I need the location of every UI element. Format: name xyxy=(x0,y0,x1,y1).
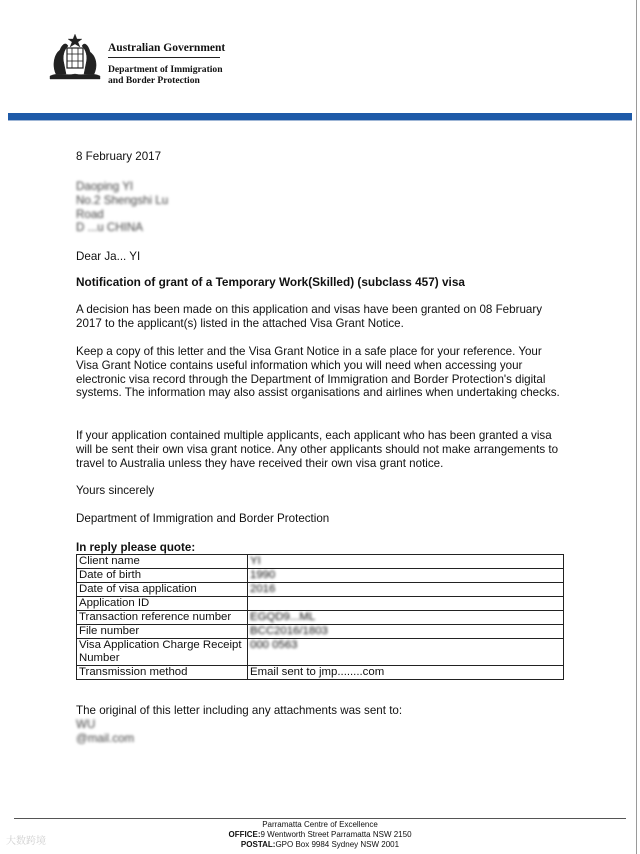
row-label: Date of visa application xyxy=(77,583,248,597)
header-band-shadow xyxy=(8,120,632,121)
dept-line-1: Department of Immigration xyxy=(108,64,223,75)
footer-divider xyxy=(14,818,626,819)
address-line-2: No.2 Shengshi Lu xyxy=(76,193,169,207)
table-row xyxy=(77,611,564,625)
row-value: BCC2016/1803 xyxy=(248,625,564,639)
row-label: File number xyxy=(77,625,248,639)
paragraph-multiple-applicants: If your application contained multiple applicants, each applicant who has been granted a visa will be sent their own visa grant notice. Any other applicants should not make arrangements to travel to Australia unless they have received their own visa grant notice. xyxy=(76,429,559,470)
table-row xyxy=(77,639,564,666)
row-label: Transmission method xyxy=(77,666,248,680)
paragraph-decision: A decision has been made on this application and visas have been granted on 08 February 2017 to the applicant(s) listed in the attached Visa Grant Notice. xyxy=(76,303,542,330)
paragraph-keep-copy: Keep a copy of this letter and the Visa Grant Notice in a safe place for your reference. Your Visa Grant Notice contains useful information which you will need when accessing your electronic visa record through the Department of Immigration and Border Protection's digital systems. The information may also assist organisations and airlines when undertaking checks. xyxy=(76,345,560,400)
table-row xyxy=(77,583,564,597)
letter-date: 8 February 2017 xyxy=(76,150,162,163)
salutation: Dear Ja... YI xyxy=(76,250,141,263)
footer-postal xyxy=(0,840,640,850)
row-label: Visa Application Charge Receipt Number xyxy=(77,639,248,666)
row-value: 000 0563 xyxy=(248,639,564,666)
footer-postal-label: POSTAL: xyxy=(240,840,276,849)
sent-to-intro: The original of this letter including any attachments was sent to: xyxy=(76,704,403,717)
footer xyxy=(0,820,640,850)
row-label: Transaction reference number xyxy=(77,611,248,625)
address-line-3: Road xyxy=(76,207,104,221)
header-divider xyxy=(108,57,220,58)
dept-line-2: and Border Protection xyxy=(108,75,200,86)
sent-to-email: @mail.com xyxy=(76,732,135,745)
footer-office-value: 9 Wentworth Street Parramatta NSW 2150 xyxy=(260,830,412,839)
row-value: YI xyxy=(248,555,564,569)
table-row xyxy=(77,666,564,680)
org-name: Australian Government xyxy=(108,42,226,54)
row-value: Email sent to jmp........com xyxy=(248,666,564,680)
reply-heading: In reply please quote: xyxy=(76,541,196,554)
coat-of-arms-icon xyxy=(44,30,106,82)
address-line-4: D ...u CHINA xyxy=(76,221,143,235)
row-label: Client name xyxy=(77,555,248,569)
header-band xyxy=(8,113,632,120)
sent-to-name: WU xyxy=(76,718,96,731)
row-value xyxy=(248,597,564,611)
address-block xyxy=(76,180,566,235)
footer-postal-value: GPO Box 9984 Sydney NSW 2001 xyxy=(275,840,400,849)
footer-centre: Parramatta Centre of Excellence xyxy=(262,820,378,829)
letter-subject: Notification of grant of a Temporary Work(Skilled) (subclass 457) visa xyxy=(76,275,465,289)
footer-office xyxy=(0,830,640,840)
watermark: 大数跨境 xyxy=(6,836,46,847)
closing: Yours sincerely xyxy=(76,484,155,497)
row-value: 2016 xyxy=(248,583,564,597)
row-value: EGQD9...ML xyxy=(248,611,564,625)
signature-dept: Department of Immigration and Border Protection xyxy=(76,512,330,525)
table-row xyxy=(77,625,564,639)
address-line-1: Daoping YI xyxy=(76,180,134,193)
table-row xyxy=(77,555,564,569)
table-row xyxy=(77,569,564,583)
row-label: Application ID xyxy=(77,597,248,611)
reference-table xyxy=(76,554,564,680)
table-row xyxy=(77,597,564,611)
row-label: Date of birth xyxy=(77,569,248,583)
dept-name xyxy=(108,64,223,86)
footer-office-label: OFFICE: xyxy=(228,830,261,839)
row-value: 1990 xyxy=(248,569,564,583)
